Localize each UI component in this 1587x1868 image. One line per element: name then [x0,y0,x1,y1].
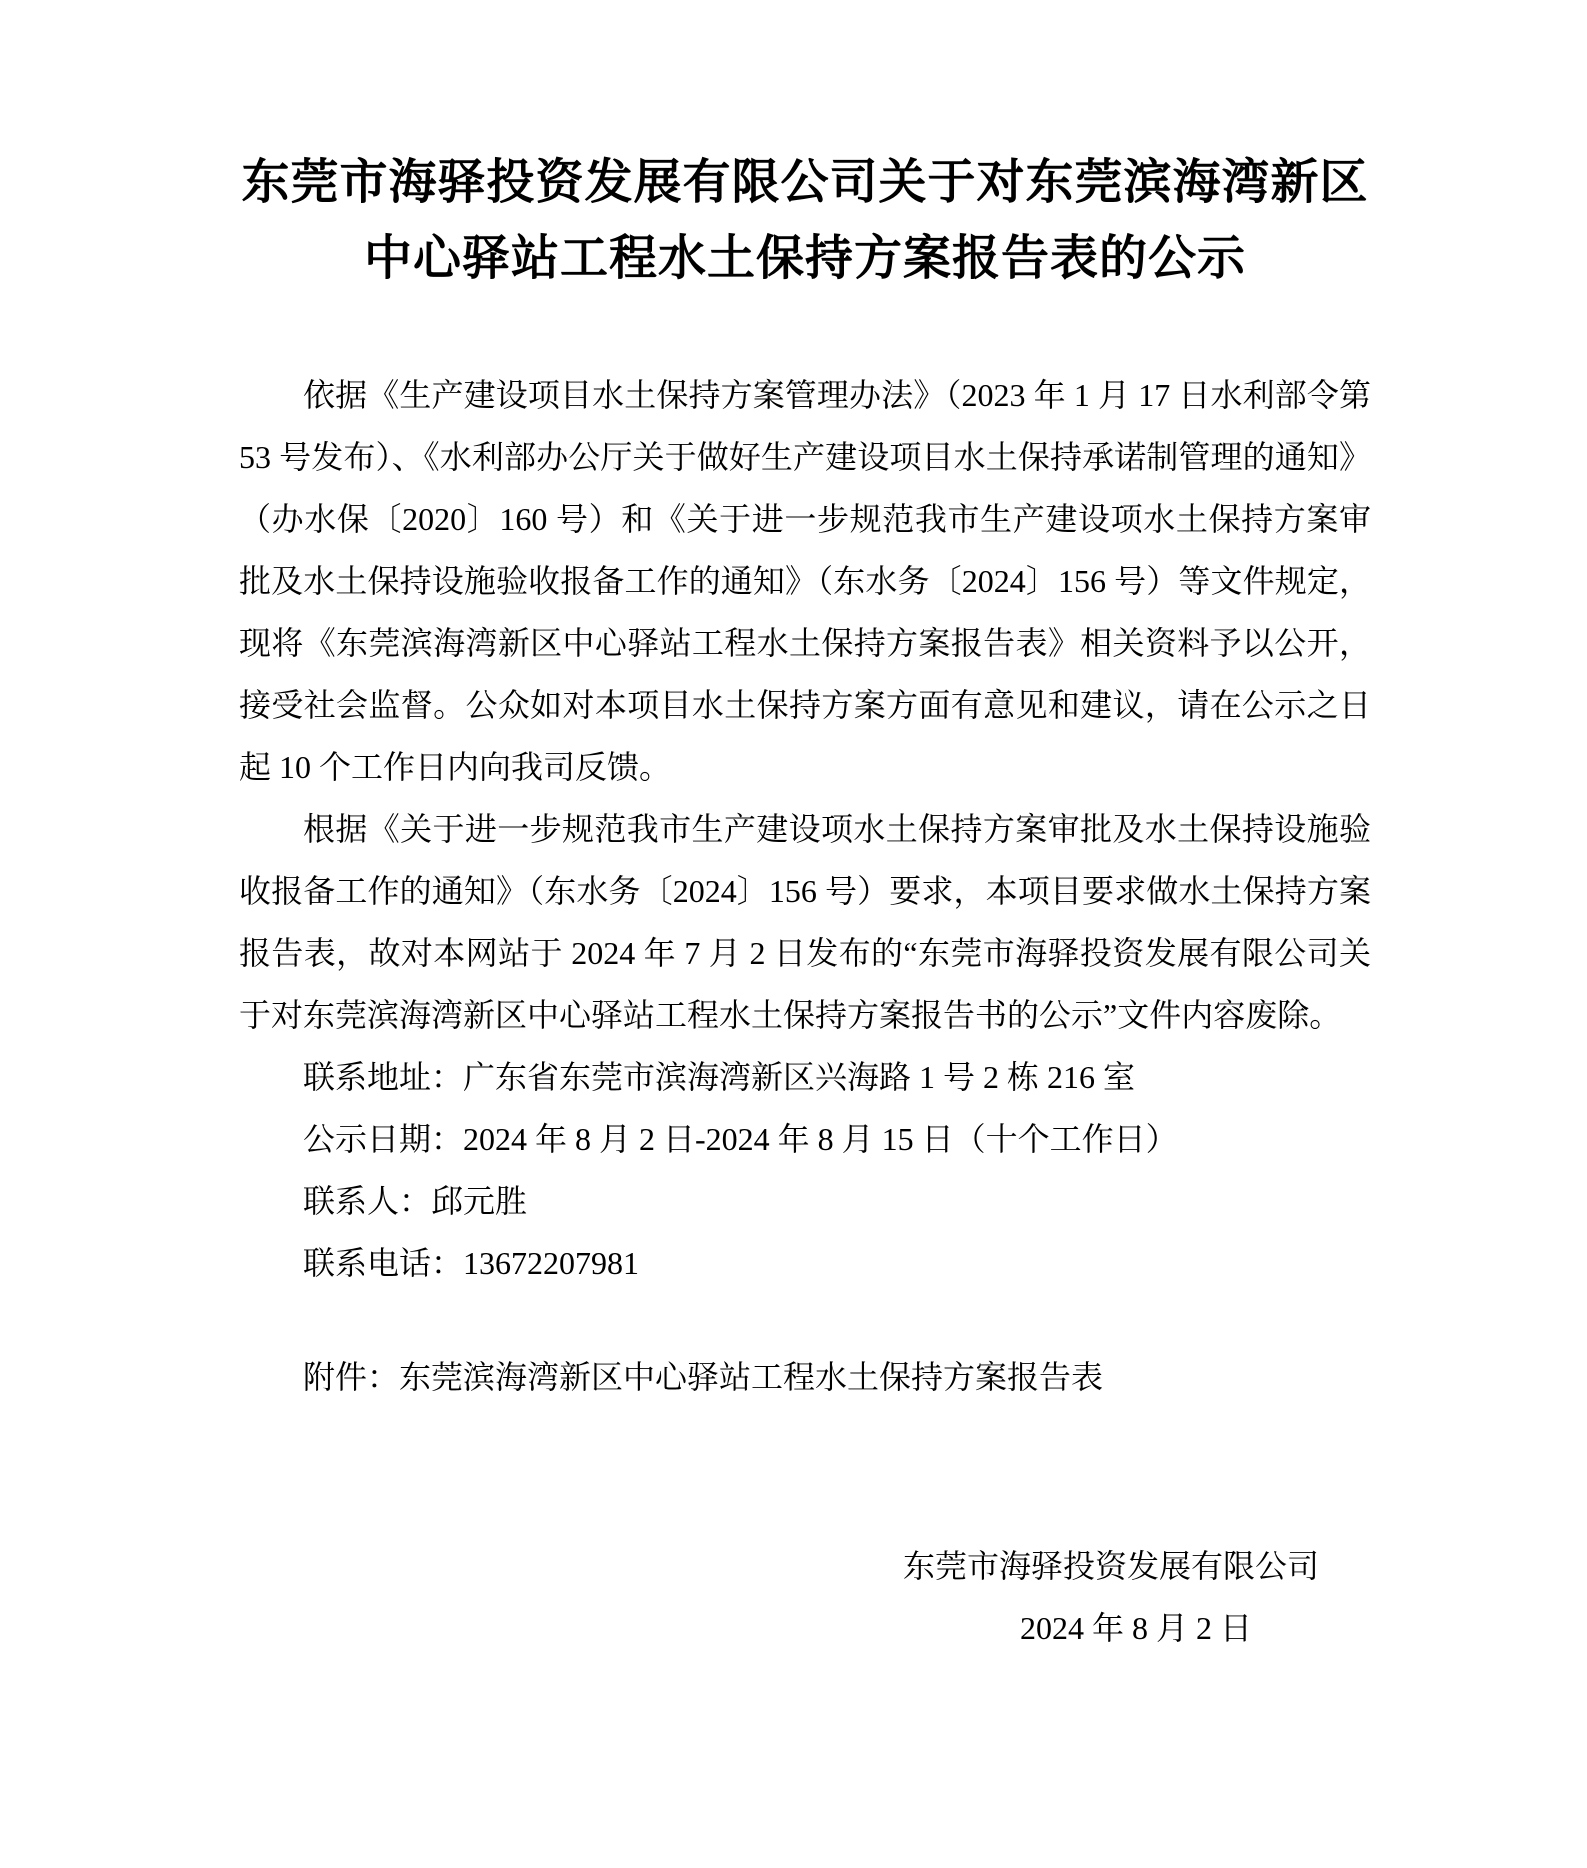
document-body [239,364,1371,1659]
signature-date: 2024 年 8 月 2 日 [1019,1610,1252,1646]
contact-person-line [239,1170,1371,1232]
document-title-line-2: 中心驿站工程水土保持方案报告表的公示 [363,232,1246,285]
publicity-period-value: 2024 年 8 月 2 日-2024 年 8 月 15 日（十个工作日） [463,1121,1178,1157]
paragraph-legal-basis: 依据《生产建设项目水土保持方案管理办法》（2023 年 1 月 17 日水利部令第 53 号发布）、《水利部办公厅关于做好生产建设项目水土保持承诺制管理的通知》（办水保〔2020〕160 号）和《关于进一步规范我市生产建设项水土保持方案审批及水土保持设施验收报备工作的通知》（东水务〔2024〕156 号）等文件规定，现将《东莞滨海湾新区中心驿站工程水土保持方案报告表》相关资料予以公开，接受社会监督。公众如对本项目水土保持方案方面有意见和建议，请在公示之日起 10 个工作日内向我司反馈。 [239,377,1371,785]
document-title [239,145,1371,297]
contact-phone-value: 13672207981 [463,1245,640,1281]
contact-phone-line [239,1232,1371,1294]
publicity-period-label: 公示日期： [303,1121,464,1157]
paragraph-revocation: 根据《关于进一步规范我市生产建设项水土保持方案审批及水土保持设施验收报备工作的通知》（东水务〔2024〕156 号）要求，本项目要求做水土保持方案报告表，故对本网站于 2024 年 7 月 2 日发布的“东莞市海驿投资发展有限公司关于对东莞滨海湾新区中心驿站工程水土保持方案报告书的公示”文件内容废除。 [239,811,1371,1033]
signature-block [239,1535,1371,1659]
contact-address-value: 广东省东莞市滨海湾新区兴海路 1 号 2 栋 216 室 [463,1059,1136,1095]
contact-address-line [239,1046,1371,1108]
publicity-period-line [239,1108,1371,1170]
attachment-label: 附件： [303,1359,400,1395]
document-title-line-1: 东莞市海驿投资发展有限公司关于对东莞滨海湾新区 [241,156,1369,209]
contact-person-value: 邱元胜 [431,1183,528,1219]
contact-address-label: 联系地址： [303,1059,464,1095]
contact-person-label: 联系人： [303,1183,432,1219]
contact-phone-label: 联系电话： [303,1245,464,1281]
signature-company-name: 东莞市海驿投资发展有限公司 [902,1548,1319,1584]
attachment-line [239,1346,1371,1408]
attachment-value: 东莞滨海湾新区中心驿站工程水土保持方案报告表 [399,1359,1104,1395]
